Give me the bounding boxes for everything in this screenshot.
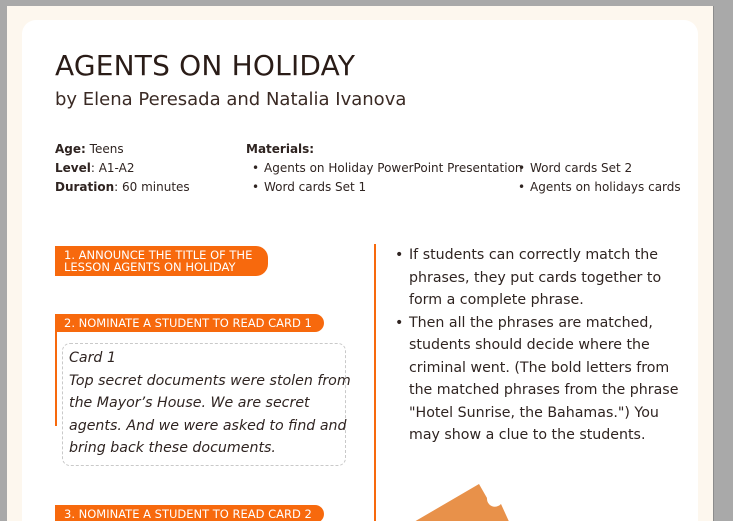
card-1-title: Card 1 bbox=[69, 350, 116, 366]
step-2-heading: 2. NOMINATE A STUDENT TO READ CARD 1 bbox=[55, 314, 324, 332]
document-title: AGENTS ON HOLIDAY bbox=[55, 49, 356, 82]
ticket-icon bbox=[407, 476, 517, 521]
level-row: Level: A1-A2 bbox=[55, 161, 135, 175]
card-1-content bbox=[69, 347, 355, 460]
materials-item: • Agents on Holiday PowerPoint Presentation bbox=[264, 159, 523, 178]
materials-list-1 bbox=[264, 159, 523, 197]
materials-heading: Materials: bbox=[246, 142, 315, 156]
materials-item: • Agents on holidays cards bbox=[530, 178, 681, 197]
duration-row: Duration: 60 minutes bbox=[55, 180, 190, 194]
column-divider bbox=[374, 244, 376, 521]
age-row: Age: Teens bbox=[55, 142, 124, 156]
instruction-item: • If students can correctly match the phrases, they put cards together to form a complete phrase. bbox=[409, 244, 679, 312]
lesson-info bbox=[55, 140, 190, 197]
materials-list-2 bbox=[530, 159, 681, 197]
instruction-item: • Then all the phrases are matched, students should decide where the criminal went. (The bold letters from the matched phrases from the phrase "Hotel Sunrise, the Bahamas.") You may show a clue to the students. bbox=[409, 312, 679, 447]
instruction-bullets bbox=[409, 244, 679, 447]
card-1-text: Top secret documents were stolen from the Mayor’s House. We are secret agents. And we were asked to find and bring back these documents. bbox=[69, 372, 351, 456]
step-3-heading: 3. NOMINATE A STUDENT TO READ CARD 2 bbox=[55, 505, 324, 521]
materials-item: • Word cards Set 2 bbox=[530, 159, 681, 178]
step-1-heading: 1. ANNOUNCE THE TITLE OF THE LESSON AGENTS ON HOLIDAY bbox=[55, 246, 268, 276]
materials-item: • Word cards Set 1 bbox=[264, 178, 523, 197]
document-authors: by Elena Peresada and Natalia Ivanova bbox=[55, 89, 407, 110]
document-page bbox=[7, 6, 713, 521]
